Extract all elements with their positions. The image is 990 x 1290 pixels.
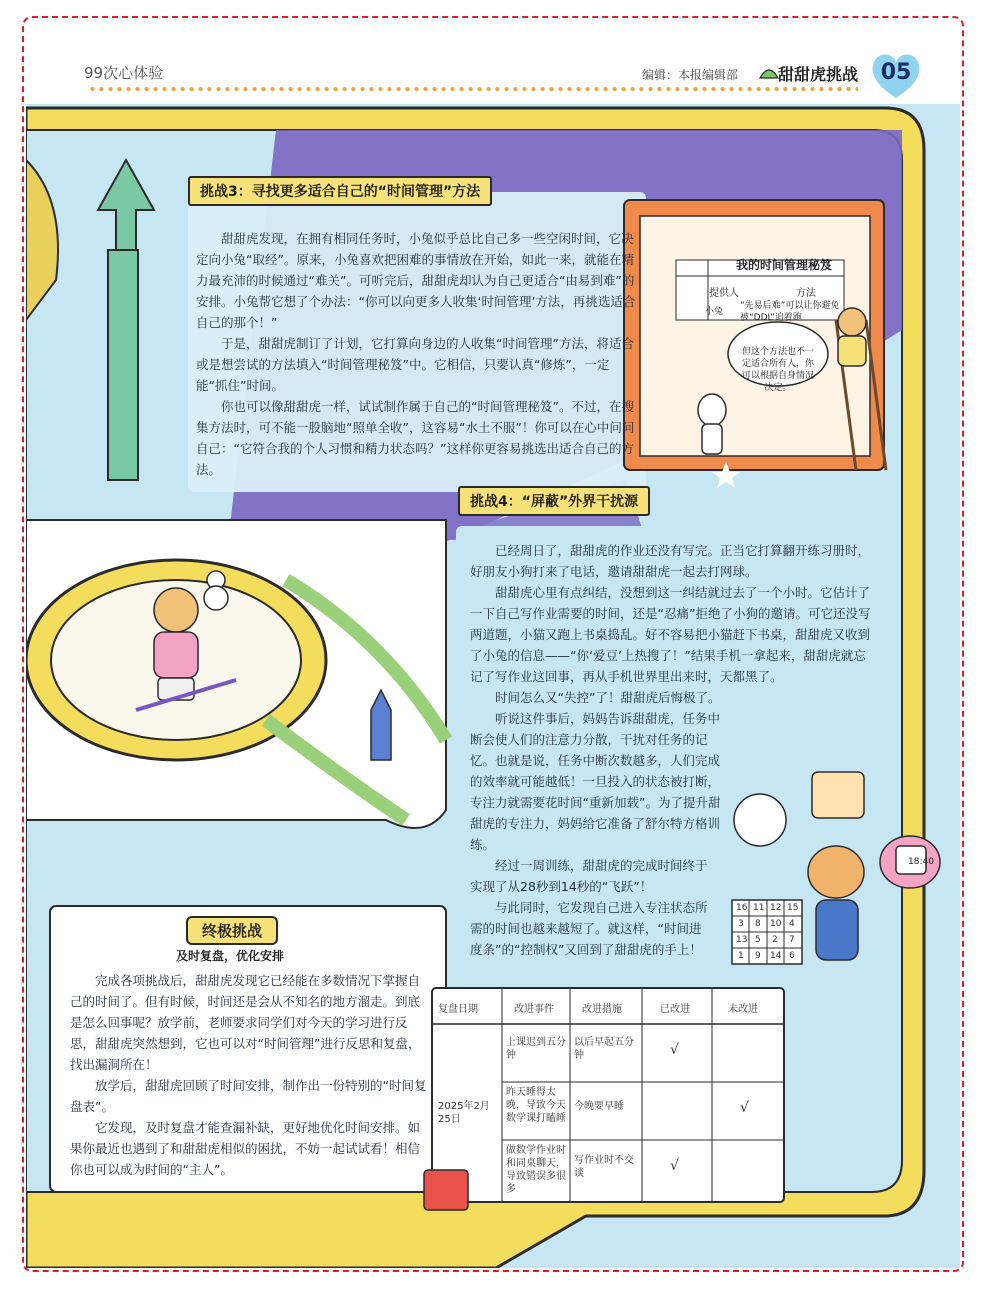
review-measure: 以后早起五分钟 [574,1037,634,1061]
review-header-not-done: 未改进 [728,1004,758,1015]
skier-bear [154,588,198,632]
review-header-done: 已改进 [660,1004,690,1015]
section-title: 99次心体验 [84,64,164,82]
challenge4-paragraph: 甜甜虎心里有点纠结，没想到这一纠结就过去了一个小时。它估计了一下自己写作业需要的时间，还是“忍痛”拒绝了小狗的邀请。可它还没写两道题，小猫又跑上书桌捣乱。好不容易把小猫赶下书桌，甜甜虎又收到了小兔的信息——“你‘爱豆’上热搜了！”结果手机一拿起来，甜甜虎就忘记了写作业这回事，再从手机世界里出来时，天都黑了。 [470,585,871,684]
grid-cell: 1 [738,951,744,961]
challenge4-paragraph: 听说这件事后，妈妈告诉甜甜虎，任务中断会使人们的注意力分散，干扰对任务的记忆。也就是说，任务中断次数越多，人们完成的效率就可能越低！一旦投入的状态被打断，专注力就需要花时间“重新加载”。为了提升甜甜虎的专注力，妈妈给它准备了舒尔特方格训练。 [470,711,721,852]
page-number: 05 [880,60,912,85]
green-arrow-shaft [108,250,138,480]
challenge3-body [196,228,636,480]
grid-cell: 5 [755,935,761,945]
notebook-row-method: “先易后难”可以让你避免被“DDL”追着跑 [740,301,840,323]
editor-credit: 编辑：本报编辑部 [642,68,739,82]
challenge4-paragraph: 时间怎么又“失控”了！甜甜虎后悔极了。 [495,690,721,705]
grid-cell: 14 [770,951,782,961]
final-paragraph: 完成各项挑战后，甜甜虎发现它已经能在多数情况下掌握自己的时间了。但有时候，时间还是会从不知名的地方溜走。到底是怎么回事呢？放学前，老师要求同学们对今天的学习进行反思，甜甜虎突然想到，它也可以对“时间管理”进行反思和复盘，找出漏洞所在！ [70,973,421,1072]
final-challenge-subtitle: 及时复盘，优化安排 [176,949,285,963]
challenge3-paragraph: 你也可以像甜甜虎一样，试试制作属于自己的“时间管理秘笈”。不过，在搜集方法时，可不能一股脑地“照单全收”，这容易“水土不服”！你可以在心中问问自己：“它符合我的个人习惯和精力状态吗？”这样你更容易挑选出适合自己的方法。 [196,399,635,477]
final-paragraph: 它发现，及时复盘才能查漏补缺，更好地优化时间安排。如果你最近也遇到了和甜甜虎相似的困扰，不妨一起试试看！相信你也可以成为时间的“主人”。 [70,1120,421,1177]
grid-cell: 3 [738,919,744,929]
challenge4-paragraph: 已经周日了，甜甜虎的作业还没有写完。正当它打算翻开练习册时，好朋友小狗打来了电话，邀请甜甜虎一起去打网球。 [470,543,871,579]
grid-cell: 12 [770,903,782,913]
review-measure: 写作业时不交谈 [574,1155,634,1179]
grid-cell: 10 [770,919,782,929]
final-challenge-title: 终极挑战 [186,916,278,945]
review-date: 2025年2月25日 [438,1101,490,1125]
notebook-title: 我的时间管理秘笈 [736,258,833,272]
grid-cell: 16 [736,903,748,913]
challenge3-title: 挑战3：寻找更多适合自己的“时间管理”方法 [188,176,492,206]
grid-cell: 15 [787,903,799,913]
column-name: 甜甜虎挑战 [778,65,859,84]
grid-cell: 11 [753,903,765,913]
phone-time: 18:40 [908,857,934,867]
dotted-divider [88,86,858,92]
challenge4-paragraph: 经过一周训练，甜甜虎的完成时间终于实现了从28秒到14秒的“飞跃”！ [470,858,708,894]
speech-bubble-text: 但这个方法也不一定适合所有人，你可以根据自身情况决定。 [741,347,814,393]
notebook-col-person: 提供人 [709,288,739,299]
challenge4-title: 挑战4：“屏蔽”外界干扰源 [458,486,650,516]
review-header-event: 改进事件 [514,1004,554,1015]
grid-cell: 6 [789,951,795,961]
review-header-measure: 改进措施 [582,1004,622,1015]
magazine-page [26,20,960,1268]
grid-cell: 8 [755,919,761,929]
grid-cell: 13 [736,935,748,945]
grid-cell: 2 [772,935,778,945]
review-header-date: 复盘日期 [438,1004,478,1015]
challenge3-paragraph: 甜甜虎发现，在拥有相同任务时，小兔似乎总比自己多一些空闲时间，它决定向小兔“取经”。原来，小兔喜欢把困难的事情放在开始，如此一来，就能在精力最充沛的时候通过“难关”。可听完后，甜甜虎却认为自己更适合“由易到难”的安排。小兔帮它想了个办法：“你可以向更多人收集‘时间管理’方法，再挑选适合自己的那个！” [196,231,636,330]
rabbit-character [698,394,726,426]
challenge4-body [470,540,875,960]
grid-cell: 9 [755,951,761,961]
review-event: 昨天睡得太晚，导致今天数学课打瞌睡 [506,1087,566,1124]
review-done-check: √ [670,1042,679,1058]
notebook-col-method: 方法 [796,288,816,299]
review-measure: 今晚要早睡 [574,1101,624,1112]
review-not-done-check: √ [740,1100,749,1116]
challenge3-paragraph: 于是，甜甜虎制订了计划，它打算向身边的人收集“时间管理”方法，将适合或是想尝试的方法填入“时间管理秘笈”中。它相信，只要认真“修炼”，一定能“抓住”时间。 [196,336,634,393]
notebook-row-person: 小兔 [705,307,724,317]
review-event: 做数学作业时和同桌聊天，导致错误多很多 [506,1145,566,1195]
column-logo-icon [758,62,780,80]
challenge4-paragraph: 与此同时，它发现自己进入专注状态所需的时间也越来越短了。就这样，“时间进度条”的“控制权”又回到了甜甜虎的手上！ [470,900,708,957]
final-paragraph: 放学后，甜甜虎回顾了时间安排，制作出一份特别的“时间复盘表”。 [70,1078,427,1114]
review-event: 上课迟到五分钟 [506,1037,566,1061]
review-done-check: √ [670,1158,679,1174]
grid-cell: 7 [789,935,795,945]
final-challenge-body [70,970,432,1180]
grid-cell: 4 [789,919,795,929]
